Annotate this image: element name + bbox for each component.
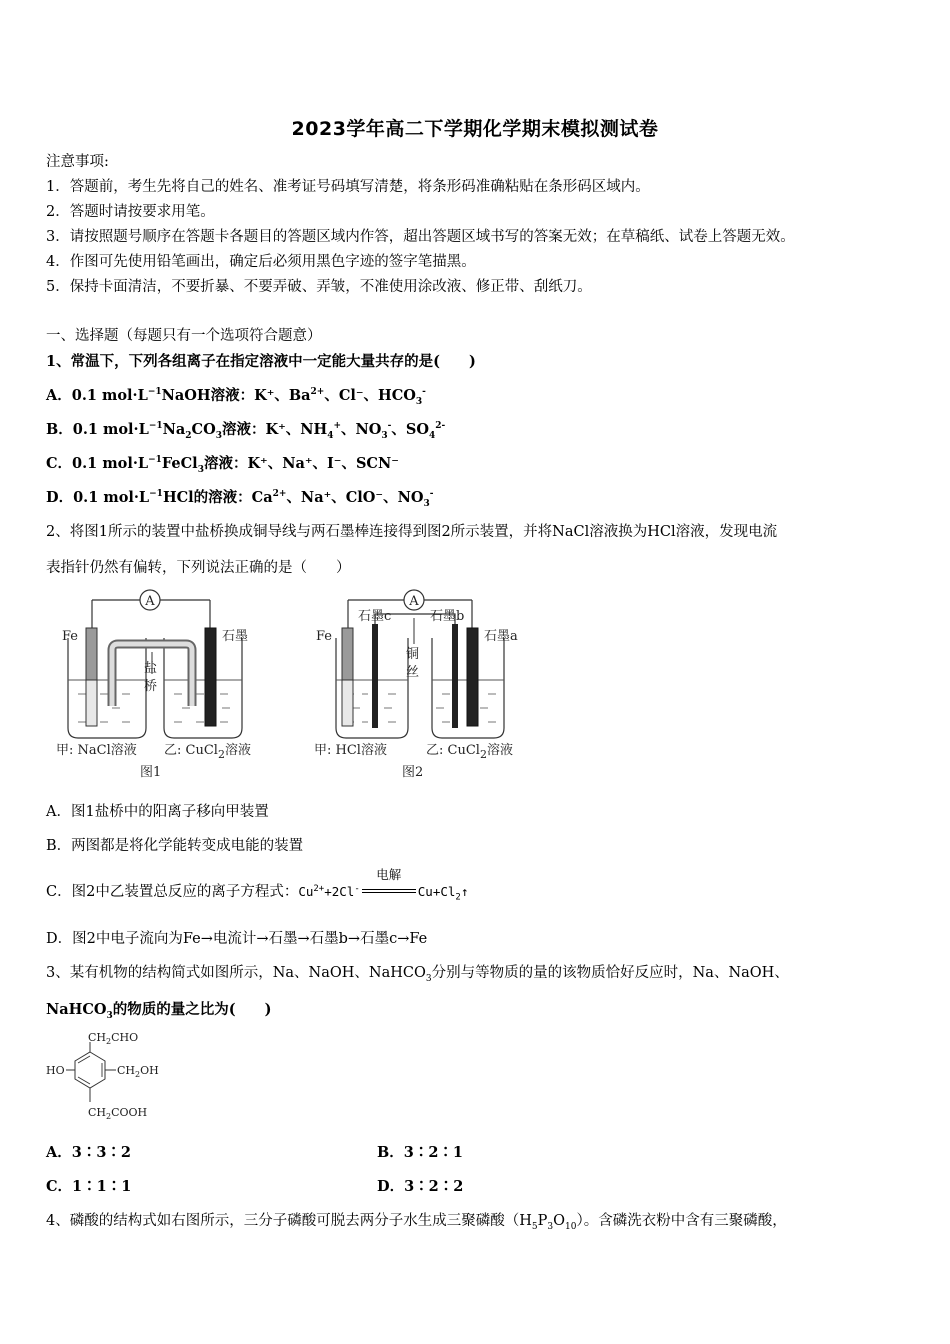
substituent-left: HO [46,1064,65,1077]
notice-item-3: 3．请按照题号顺序在答题卡各题目的答题区域内作答，超出答题区域书写的答案无效；在草稿纸、试卷上答题无效。 [46,229,795,245]
q3-stem-line2: NaHCO$_3$的物质的量之比为( ) [46,1001,272,1021]
fig2-graphite-b-label: 石墨b [430,609,465,624]
electrolysis-condition: 电解 [360,882,418,902]
notice-item-1: 1．答题前，考生先将自己的姓名、准考证号码填写清楚，将条形码准确粘贴在条形码区域内。 [46,179,650,195]
notice-item-5: 5．保持卡面清洁，不要折暴、不要弄破、弄皱，不准使用涂改液、修正带、刮纸刀。 [46,279,592,295]
fig1-fe-label: Fe [62,629,79,644]
substituent-bottom: $CH_2COOH$ [88,1106,148,1121]
q1-option-c: C．0.1 $mol\cdot L^{-1}FeCl_3$溶液：K⁺、Na⁺、I⁻、SCN⁻ [46,455,399,475]
figure-1 [56,588,278,788]
section-heading: 一、选择题（每题只有一个选项符合题意） [46,328,322,344]
figure-2 [312,588,542,788]
q2-stem-line1: 2、将图1所示的装置中盐桥换成铜导线与两石墨棒连接得到图2所示装置，并将NaCl溶液换为HCl溶液，发现电流 [46,524,778,540]
q3-option-c: C．1∶1∶1 [46,1178,132,1195]
gas-arrow: ↑ [460,884,469,899]
q3-option-d: D．3∶2∶2 [377,1178,464,1195]
fig2-graphite-c-label: 石墨c [358,609,392,624]
q1-stem: 1、常温下，下列各组离子在指定溶液中一定能大量共存的是( ) [46,353,476,370]
q1-option-a: A．0.1 $mol\cdot L^{-1}NaOH$溶液：K⁺、$Ba^{2+}$、Cl⁻、$HCO_3^-$ [46,387,426,407]
q3-option-b: B．3∶2∶1 [377,1144,464,1161]
q2-option-d: D．图2中电子流向为Fe→电流计→石墨→石墨b→石墨c→Fe [46,931,428,947]
fig2-wire-label-1: 铜 [406,647,420,662]
fig1-left-solution: 甲: NaCl溶液 [56,743,137,758]
q4-stem: 4、磷酸的结构式如右图所示，三分子磷酸可脱去两分子水生成三聚磷酸$(H_5P_3O_{10})$。含磷洗衣粉中含有三聚磷酸， [46,1213,787,1232]
notice-item-2: 2．答题时请按要求用笔。 [46,204,215,220]
q3-option-a: A．3∶3∶2 [46,1144,132,1161]
fig1-ammeter-label: A [145,594,155,609]
q1-option-d: D．0.1 $mol\cdot L^{-1}HCl$的溶液：$Ca^{2+}$、Na⁺、ClO⁻、$NO_3^-$ [46,489,434,509]
fig2-graphite-a-label: 石墨a [484,629,518,644]
notice-heading: 注意事项: [46,154,109,170]
fig1-caption: 图1 [140,765,162,780]
fig1-bridge-label-2: 桥 [144,679,158,694]
substituent-top: $CH_2CHO$ [88,1031,139,1046]
q1-option-b: B．0.1 $mol\cdot L^{-1}Na_2CO_3$溶液：K⁺、$NH_4^+$、$NO_3^-$、$SO_4^{2-}$ [46,421,446,441]
q2-stem-line2: 表指针仍然有偏转，下列说法正确的是（ ） [46,560,351,576]
fig2-caption: 图2 [402,765,424,780]
fig2-wire-label-2: 丝 [406,665,420,680]
substituent-right: $CH_2OH$ [117,1064,159,1079]
page-title: 2023学年高二下学期化学期末模拟测试卷 [291,118,659,140]
fig1-bridge-label-1: 盐 [144,661,158,676]
fig2-ammeter-label: A [409,594,419,609]
fig1-right-solution: 乙: CuCl$_2$溶液 [164,743,251,761]
notice-item-4: 4．作图可先使用铅笔画出，确定后必须用黑色字迹的签字笔描黑。 [46,254,476,270]
q3-structure-diagram [44,1030,174,1128]
fig1-graphite-label: 石墨 [222,629,249,644]
fig2-fe-label: Fe [316,629,333,644]
q2-option-c: C．图2中乙装置总反应的离子方程式：$Cu^{2+}+2Cl^-$ 电解 $Cu+Cl_2↑$ [46,867,469,903]
fig2-left-solution: 甲: HCl溶液 [314,743,387,758]
q2-option-a: A．图1盐桥中的阳离子移向甲装置 [46,804,269,820]
fig2-right-solution: 乙: CuCl$_2$溶液 [426,743,513,761]
q3-stem-line1: 3、某有机物的结构简式如图所示，Na、NaOH、NaHCO$_3$分别与等物质的量的该物质恰好反应时，Na、NaOH、 [46,965,789,984]
q2-option-b: B．两图都是将化学能转变成电能的装置 [46,838,304,854]
